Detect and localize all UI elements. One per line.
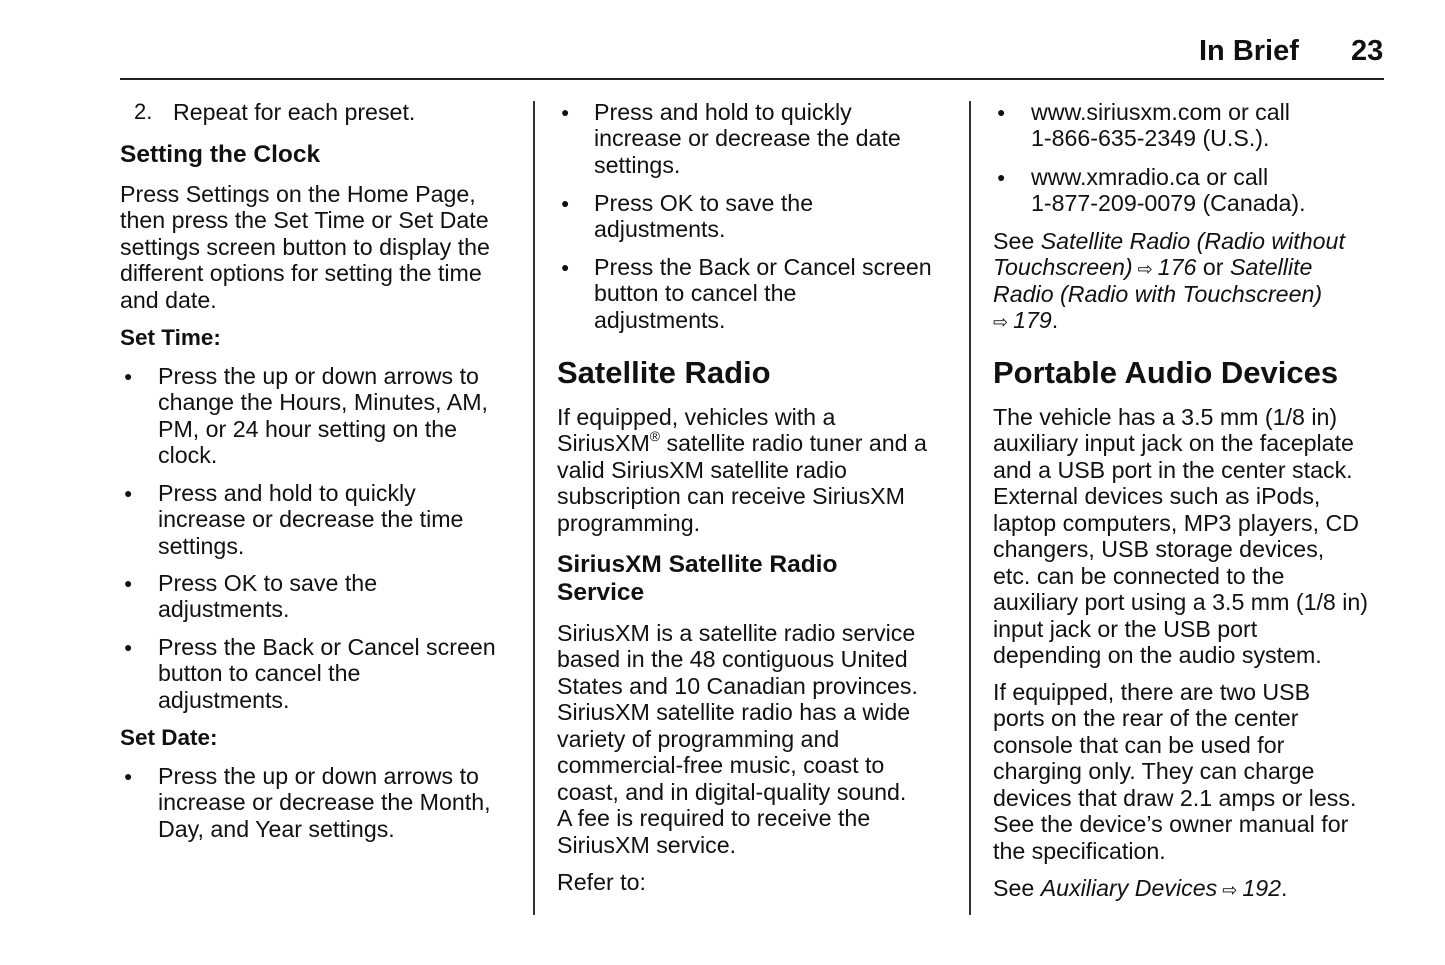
- bullet-icon: ●: [124, 638, 133, 655]
- column-divider: [969, 101, 971, 915]
- text-line: based in the 48 contiguous United: [557, 646, 908, 673]
- text-line: Press and hold to quickly: [158, 479, 416, 506]
- text-line: changers, USB storage devices,: [993, 536, 1325, 563]
- text-line: [993, 875, 1287, 902]
- label-heading: [120, 725, 218, 752]
- text-segment: satellite radio tuner and a: [660, 430, 927, 457]
- text-segment: SiriusXM: [557, 430, 650, 457]
- text-line: Portable Audio Devices: [993, 355, 1339, 390]
- bullet-icon: ●: [561, 103, 570, 120]
- paragraph: [993, 679, 1356, 865]
- item-number: 2.: [134, 98, 153, 124]
- label-heading: [120, 325, 221, 352]
- text-line: different options for setting the time: [120, 260, 482, 287]
- bullet-item: [997, 163, 1306, 217]
- bullet-item: [124, 479, 464, 560]
- numbered-item: [134, 98, 416, 126]
- section-heading: [993, 356, 1338, 390]
- text-line: settings.: [594, 151, 681, 178]
- section-heading: [557, 356, 771, 390]
- text-segment: See: [993, 227, 1041, 254]
- bullet-icon: ●: [124, 367, 133, 384]
- text-line: If equipped, there are two USB: [993, 678, 1311, 705]
- text-line: subscription can receive SiriusXM: [557, 483, 905, 510]
- paragraph: [120, 181, 490, 314]
- text-line: Press Settings on the Home Page,: [120, 180, 476, 207]
- text-line: depending on the audio system.: [993, 642, 1322, 669]
- text-segment: .: [1051, 307, 1059, 334]
- text-line: laptop computers, MP3 players, CD: [993, 509, 1359, 536]
- cross-reference: 179: [1013, 307, 1052, 334]
- column-divider: [533, 101, 535, 915]
- text-line: SiriusXM service.: [557, 831, 737, 858]
- text-line: adjustments.: [158, 596, 290, 623]
- text-line: then press the Set Time or Set Date: [120, 207, 489, 234]
- bullet-item: [124, 362, 488, 469]
- text-line: adjustments.: [594, 216, 726, 243]
- cross-reference: Satellite Radio (Radio without: [1040, 227, 1345, 254]
- section-title: In Brief: [1199, 35, 1299, 67]
- text-line: SiriusXM satellite radio has a wide: [557, 699, 911, 726]
- text-segment: or: [1196, 254, 1230, 281]
- bullet-item: [124, 633, 496, 714]
- text-segment: See: [993, 874, 1041, 901]
- bullet-item: [561, 98, 901, 179]
- text-line: Press and hold to quickly: [594, 98, 852, 125]
- text-line: See the device’s owner manual for: [993, 811, 1349, 838]
- page-reference-arrow-icon: ⇨: [1217, 879, 1243, 900]
- text-line: settings.: [158, 532, 245, 559]
- text-line: adjustments.: [158, 686, 290, 713]
- page-reference-arrow-icon: ⇨: [993, 312, 1014, 333]
- text-line: www.xmradio.ca or call: [1031, 163, 1269, 190]
- bullet-item: [997, 98, 1290, 152]
- cross-reference: 192: [1242, 874, 1282, 901]
- bullet-icon: ●: [997, 103, 1006, 120]
- text-line: ports on the rear of the center: [993, 705, 1299, 732]
- text-line: Satellite Radio: [557, 355, 771, 390]
- bullet-item: [124, 762, 491, 843]
- text-line: Press the Back or Cancel screen: [158, 633, 496, 660]
- text-line: clock.: [158, 442, 218, 469]
- bullet-icon: ●: [124, 767, 133, 784]
- text-line: increase or decrease the time: [158, 506, 464, 533]
- text-line: A fee is required to receive the: [557, 805, 871, 832]
- text-line: SiriusXM is a satellite radio service: [557, 619, 916, 646]
- text-line: etc. can be connected to the: [993, 562, 1285, 589]
- text-line: adjustments.: [594, 306, 726, 333]
- text-line: commercial-free music, coast to: [557, 752, 885, 779]
- text-line: Press the up or down arrows to: [158, 362, 479, 389]
- text-line: console that can be used for: [993, 731, 1285, 758]
- text-line: increase or decrease the Month,: [158, 789, 491, 816]
- page-number: 23: [1351, 35, 1384, 67]
- text-line: Refer to:: [557, 868, 646, 895]
- text-line: Press OK to save the: [158, 569, 378, 596]
- paragraph: [557, 620, 918, 859]
- text-segment: .: [1281, 874, 1288, 901]
- bullet-icon: ●: [561, 258, 570, 275]
- bullet-item: [561, 189, 814, 243]
- text-line: 1-866-635-2349 (U.S.).: [1031, 125, 1270, 152]
- text-line: [993, 254, 1345, 281]
- bullet-icon: ●: [997, 168, 1006, 185]
- text-line: the specification.: [993, 837, 1166, 864]
- text-line: devices that draw 2.1 amps or less.: [993, 784, 1357, 811]
- text-line: Set Time:: [120, 324, 221, 350]
- text-line: If equipped, vehicles with a: [557, 403, 836, 430]
- bullet-icon: ●: [561, 194, 570, 211]
- text-line: auxiliary input jack on the faceplate: [993, 430, 1354, 457]
- paragraph: [557, 404, 927, 537]
- text-line: [993, 307, 1345, 334]
- text-line: increase or decrease the date: [594, 125, 901, 152]
- text-line: The vehicle has a 3.5 mm (1/8 in): [993, 403, 1338, 430]
- text-line: www.siriusxm.com or call: [1031, 98, 1290, 125]
- text-line: button to cancel the: [594, 280, 797, 307]
- text-line: change the Hours, Minutes, AM,: [158, 389, 488, 416]
- text-line: charging only. They can charge: [993, 758, 1315, 785]
- text-line: Service: [557, 579, 645, 607]
- page-reference-arrow-icon: ⇨: [1132, 259, 1158, 280]
- text-line: valid SiriusXM satellite radio: [557, 456, 847, 483]
- bullet-icon: ●: [124, 574, 133, 591]
- text-line: auxiliary port using a 3.5 mm (1/8 in): [993, 589, 1369, 616]
- text-line: Repeat for each preset.: [173, 98, 416, 125]
- text-line: programming.: [557, 509, 701, 536]
- bullet-item: [124, 569, 378, 623]
- text-line: Day, and Year settings.: [158, 815, 395, 842]
- text-line: PM, or 24 hour setting on the: [158, 415, 458, 442]
- paragraph: [993, 404, 1368, 669]
- text-line: Press OK to save the: [594, 189, 814, 216]
- text-line: variety of programming and: [557, 725, 840, 752]
- text-line: External devices such as iPods,: [993, 483, 1321, 510]
- text-line: [557, 430, 927, 457]
- text-line: and a USB port in the center stack.: [993, 456, 1353, 483]
- text-line: States and 10 Canadian provinces.: [557, 672, 918, 699]
- text-line: [993, 228, 1345, 255]
- subsection-heading: [557, 551, 837, 608]
- text-line: [993, 281, 1345, 308]
- registered-mark: ®: [649, 428, 661, 445]
- text-line: settings screen button to display the: [120, 233, 490, 260]
- text-line: Press the up or down arrows to: [158, 762, 479, 789]
- bullet-item: [561, 253, 932, 334]
- text-line: coast, and in digital-quality sound.: [557, 778, 907, 805]
- cross-reference: Touchscreen): [993, 254, 1133, 281]
- subsection-heading: [120, 141, 320, 170]
- cross-reference: Satellite: [1229, 254, 1313, 281]
- text-line: 1-877-209-0079 (Canada).: [1031, 190, 1306, 217]
- text-line: SiriusXM Satellite Radio: [557, 550, 838, 578]
- text-line: input jack or the USB port: [993, 615, 1258, 642]
- paragraph: [557, 869, 646, 896]
- text-line: button to cancel the: [158, 660, 361, 687]
- text-line: Setting the Clock: [120, 140, 321, 168]
- text-line: Press the Back or Cancel screen: [594, 253, 932, 280]
- header-rule: [120, 78, 1384, 80]
- cross-reference: 176: [1157, 254, 1197, 281]
- bullet-icon: ●: [124, 484, 133, 501]
- text-line: and date.: [120, 286, 217, 313]
- paragraph: [993, 875, 1287, 902]
- cross-reference: Radio (Radio with Touchscreen): [993, 280, 1323, 307]
- cross-reference: Auxiliary Devices: [1040, 874, 1218, 901]
- paragraph: [993, 228, 1345, 334]
- text-line: Set Date:: [120, 724, 218, 750]
